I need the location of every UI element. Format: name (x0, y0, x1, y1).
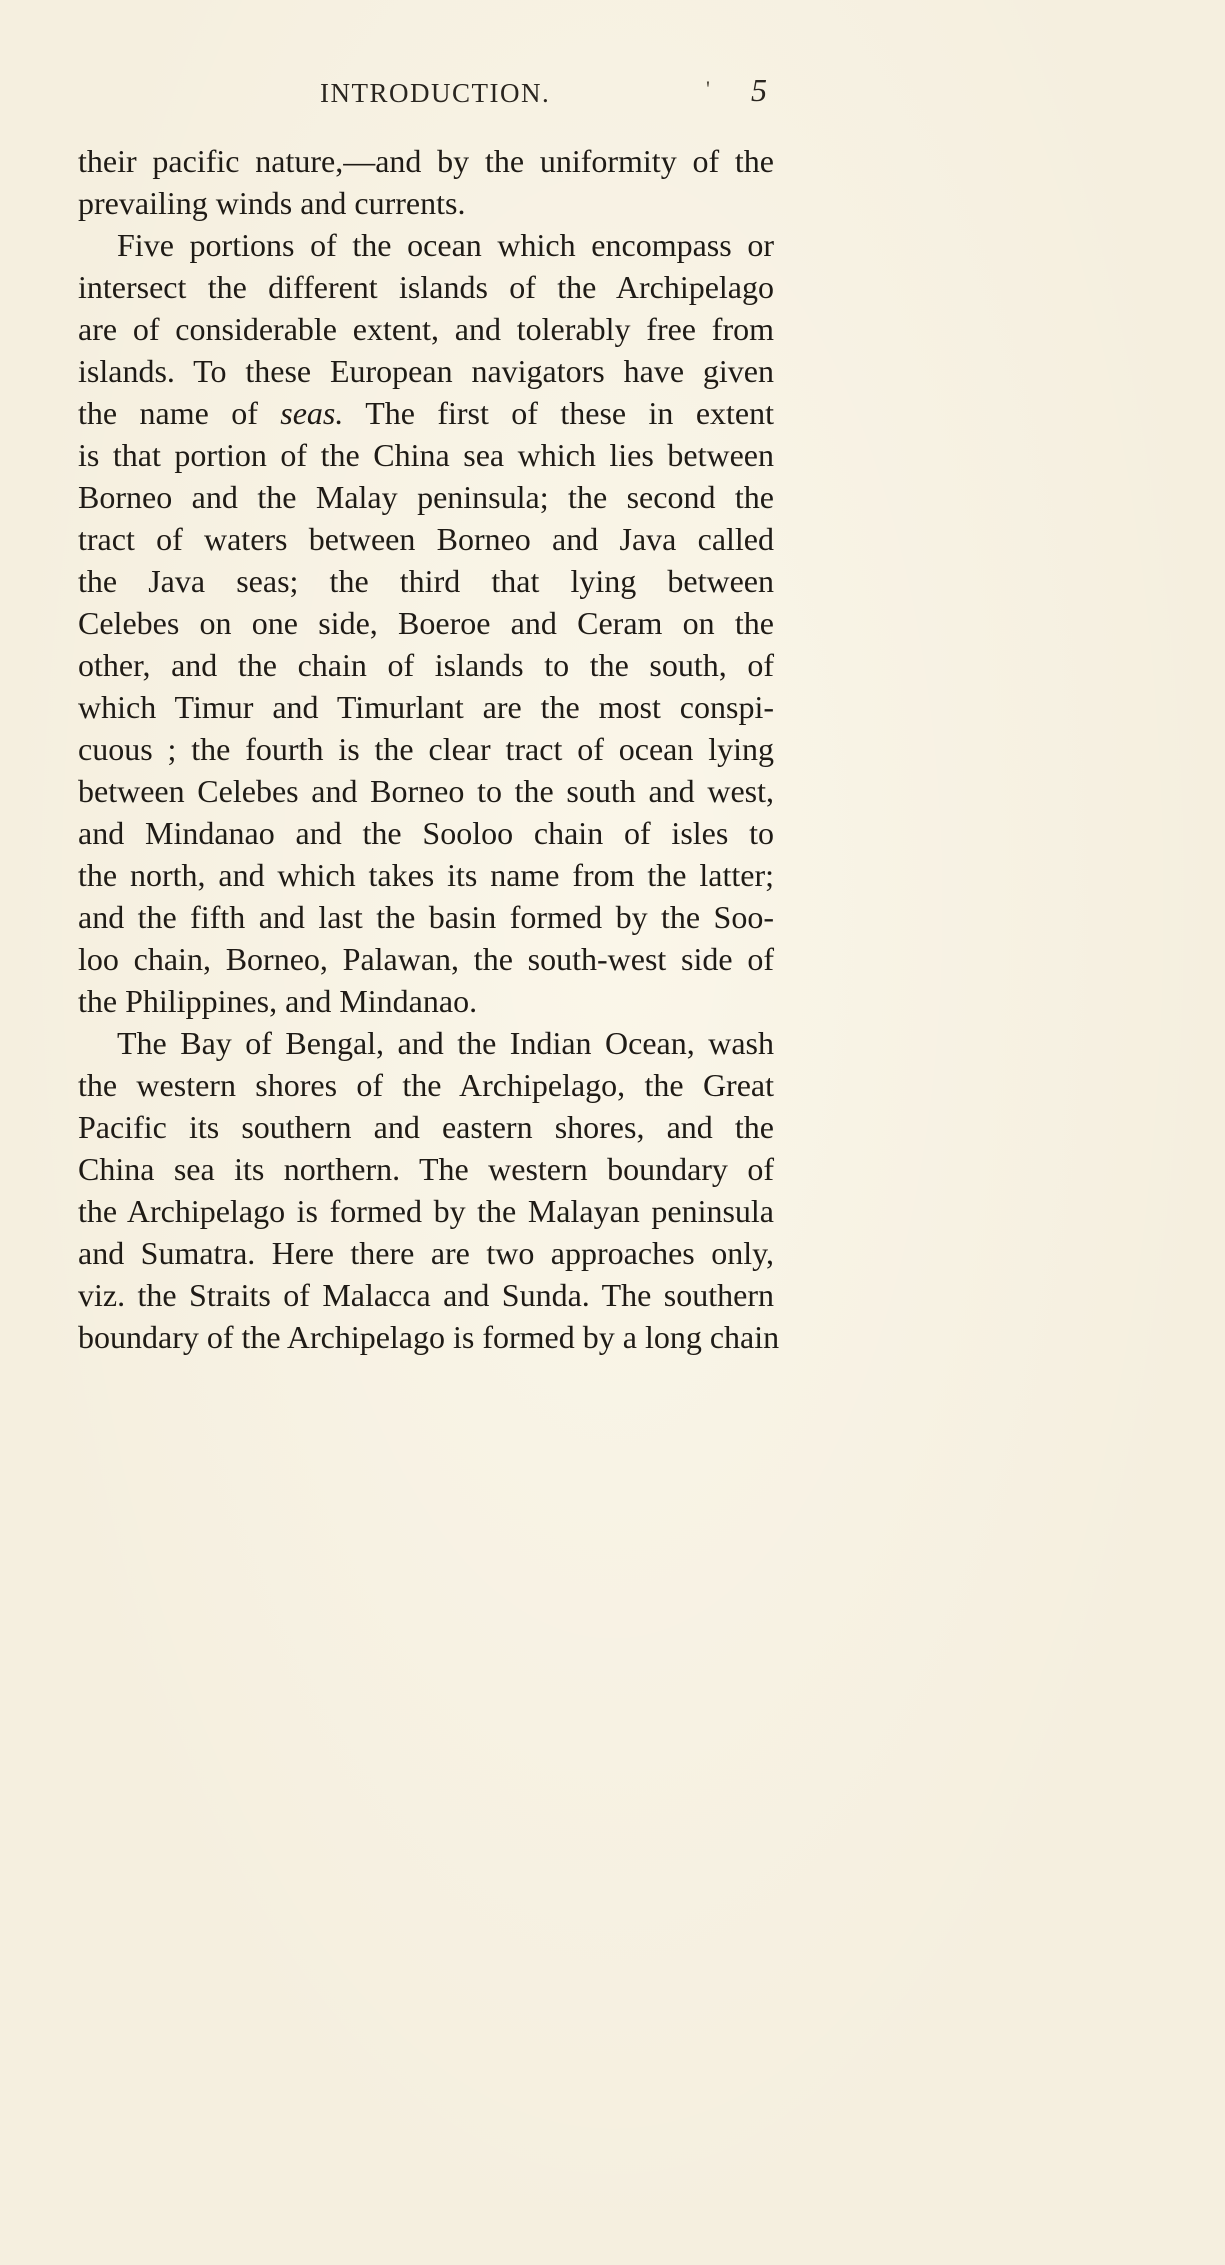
text-line: are of considerable extent, and tolerably free from (78, 311, 774, 347)
text-line: between Celebes and Borneo to the south and west, (78, 773, 774, 809)
text-line: prevailing winds and currents. (78, 185, 466, 221)
running-head (0, 72, 1225, 122)
italic-word: seas. (280, 395, 344, 431)
text-line: Five portions of the ocean which encompass or (117, 227, 774, 263)
text-line: and Sumatra. Here there are two approaches only, (78, 1235, 774, 1271)
text-line: other, and the chain of islands to the south, of (78, 647, 774, 683)
text-line: the Java seas; the third that lying between (78, 563, 774, 599)
text-line: islands. To these European navigators have given (78, 353, 774, 389)
text-line: the Archipelago is formed by the Malayan peninsula (78, 1193, 774, 1229)
text-line: loo chain, Borneo, Palawan, the south-west side of (78, 941, 774, 977)
text-line: viz. the Straits of Malacca and Sunda. The southern (78, 1277, 774, 1313)
text-line: is that portion of the China sea which lies between (78, 437, 774, 473)
text-segment: The first of these in extent (343, 395, 775, 431)
text-line: The Bay of Bengal, and the Indian Ocean, wash (117, 1025, 774, 1061)
running-title: INTRODUCTION. (320, 78, 551, 108)
text-line: the north, and which takes its name from the latter; (78, 857, 774, 893)
text-line: and Mindanao and the Sooloo chain of isles to (78, 815, 774, 851)
text-line: their pacific nature,—and by the uniformity of the (78, 143, 774, 179)
stray-mark: ' (706, 76, 710, 101)
text-line: and the fifth and last the basin formed by the Soo- (78, 899, 774, 935)
text-line: the western shores of the Archipelago, the Great (78, 1067, 774, 1103)
text-line (78, 392, 774, 434)
text-line: the Philippines, and Mindanao. (78, 983, 478, 1019)
text-line: China sea its northern. The western boundary of (78, 1151, 774, 1187)
body-text (78, 140, 780, 1358)
text-line: tract of waters between Borneo and Java called (78, 521, 774, 557)
text-segment: the name of (78, 395, 281, 431)
text-line: intersect the different islands of the Archipelago (78, 269, 774, 305)
text-line: Celebes on one side, Boeroe and Ceram on the (78, 605, 774, 641)
text-line: Pacific its southern and eastern shores, and the (78, 1109, 774, 1145)
text-line: which Timur and Timurlant are the most conspi- (78, 689, 774, 725)
text-line: boundary of the Archipelago is formed by a long chain (78, 1319, 780, 1355)
text-line: cuous ; the fourth is the clear tract of ocean lying (78, 731, 774, 767)
text-line: Borneo and the Malay peninsula; the second the (78, 479, 774, 515)
page-number: 5 (751, 72, 767, 108)
